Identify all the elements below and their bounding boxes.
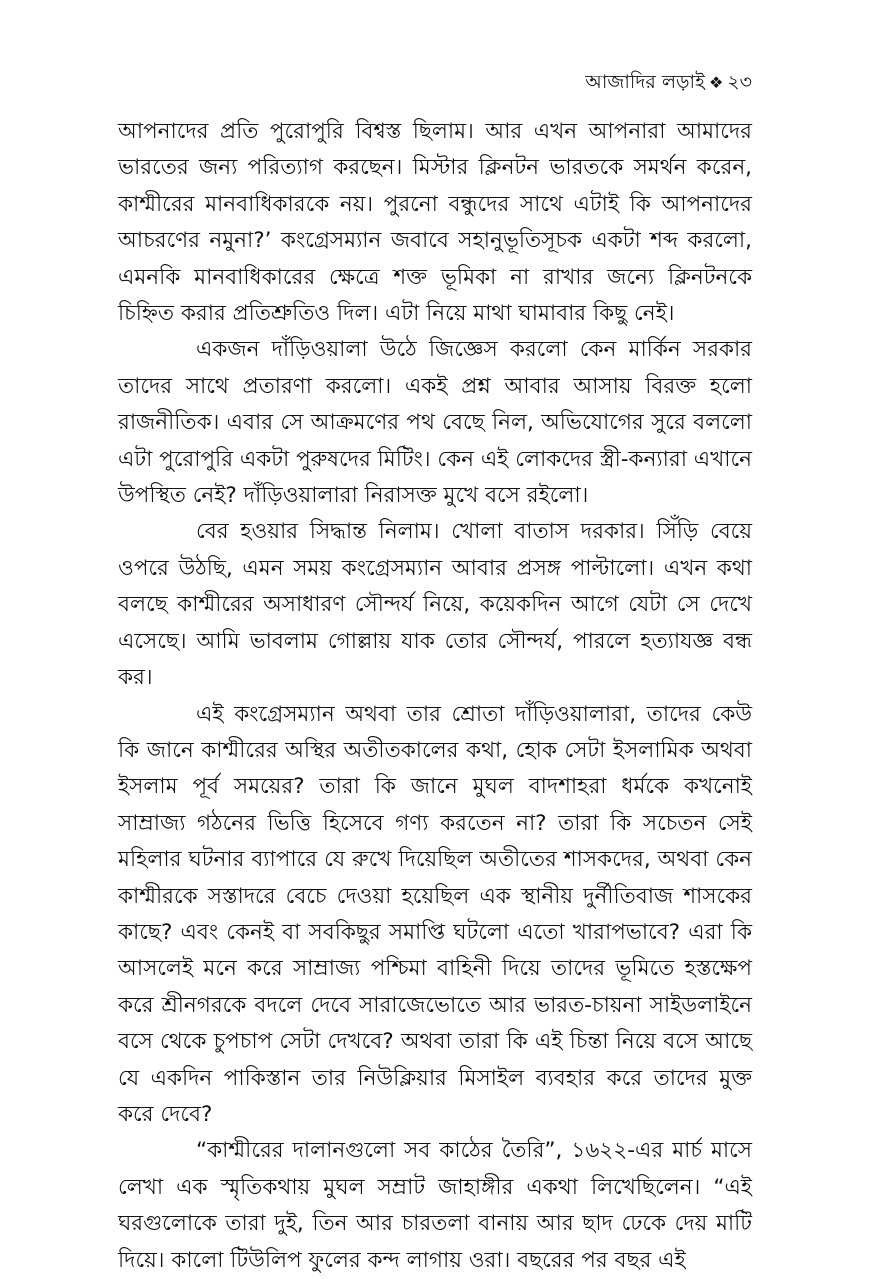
paragraph-5: “কাশ্মীরের দালানগুলো সব কাঠের তৈরি”, ১৬২২-এর মার্চ মাসে লেখা এক স্মৃতিকথায় মুঘল সম্রাট জাহাঙ্গীর একথা লিখেছিলেন। “এই ঘরগুলোকে তারা দুই, তিন আর চারতলা বানায় আর ছাদ ঢেকে দেয় মাটি দিয়ে। কালো টিউলিপ ফুলের কন্দ লাগায় ওরা। বছরের পর বছর এই <box>118 1138 752 1273</box>
page-number: ২৩ <box>727 71 752 93</box>
running-header <box>585 70 752 95</box>
paragraph-2: একজন দাঁড়িওয়ালা উঠে জিজ্ঞেস করলো কেন মার্কিন সরকার তাদের সাথে প্রতারণা করলো। একই প্রশ্ন আবার আসায় বিরক্ত হলো রাজনীতিক। এবার সে আক্রমণের পথ বেছে নিল, অভিযোগের সুরে বললো এটা পুরোপুরি একটা পুরুষদের মিটিং। কেন এই লোকদের স্ত্রী-কন্যারা এখানে উপস্থিত নেই? দাঁড়িওয়ালারা নিরাসক্ত মুখে বসে রইলো। <box>118 337 752 509</box>
body-text <box>118 114 752 1279</box>
header-title: আজাদির লড়াই <box>585 71 705 93</box>
header-separator-icon: ❖ <box>708 73 724 92</box>
paragraph-3: বের হওয়ার সিদ্ধান্ত নিলাম। খোলা বাতাস দরকার। সিঁড়ি বেয়ে ওপরে উঠছি, এমন সময় কংগ্রেসম্যান আবার প্রসঙ্গ পাল্টালো। এখন কথা বলছে কাশ্মীরের অসাধারণ সৌন্দর্য নিয়ে, কয়েকদিন আগে যেটা সে দেখে এসেছে। আমি ভাবলাম গোল্লায় যাক তোর সৌন্দর্য, পারলে হত্যাযজ্ঞ বন্ধ কর। <box>118 519 752 691</box>
paragraph-4: এই কংগ্রেসম্যান অথবা তার শ্রোতা দাঁড়িওয়ালারা, তাদের কেউ কি জানে কাশ্মীরের অস্থির অতীতকালের কথা, হোক সেটা ইসলামিক অথবা ইসলাম পূর্ব সময়ের? তারা কি জানে মুঘল বাদশাহরা ধর্মকে কখনোই সাম্রাজ্য গঠনের ভিত্তি হিসেবে গণ্য করতেন না? তারা কি সচেতন সেই মহিলার ঘটনার ব্যাপারে যে রুখে দিয়েছিল অতীতের শাসকদের, অথবা কেন কাশ্মীরকে সস্তাদরে বেচে দেওয়া হয়েছিল এক স্থানীয় দুর্নীতিবাজ শাসকের কাছে? এবং কেনই বা সবকিছুর সমাপ্তি ঘটলো এতো খারাপভাবে? এরা কি আসলেই মনে করে সাম্রাজ্য পশ্চিমা বাহিনী দিয়ে তাদের ভূমিতে হস্তক্ষেপ করে শ্রীনগরকে বদলে দেবে সারাজেভোতে আর ভারত-চায়না সাইডলাইনে বসে থেকে চুপচাপ সেটা দেখবে? অথবা তারা কি এই চিন্তা নিয়ে বসে আছে যে একদিন পাকিস্তান তার নিউক্লিয়ার মিসাইল ব্যবহার করে তাদের মুক্ত করে দেবে? <box>118 701 752 1127</box>
paragraph-1: আপনাদের প্রতি পুরোপুরি বিশ্বস্ত ছিলাম। আর এখন আপনারা আমাদের ভারতের জন্য পরিত্যাগ করছেন। মিস্টার ক্লিনটন ভারতকে সমর্থন করেন, কাশ্মীরের মানবাধিকারকে নয়। পুরনো বন্ধুদের সাথে এটাই কি আপনাদের আচরণের নমুনা?’ কংগ্রেসম্যান জবাবে সহানুভূতিসূচক একটা শব্দ করলো, এমনকি মানবাধিকারের ক্ষেত্রে শক্ত ভূমিকা না রাখার জন্যে ক্লিনটনকে চিহ্নিত করার প্রতিশ্রুতিও দিল। এটা নিয়ে মাথা ঘামাবার কিছু নেই। <box>118 119 752 327</box>
